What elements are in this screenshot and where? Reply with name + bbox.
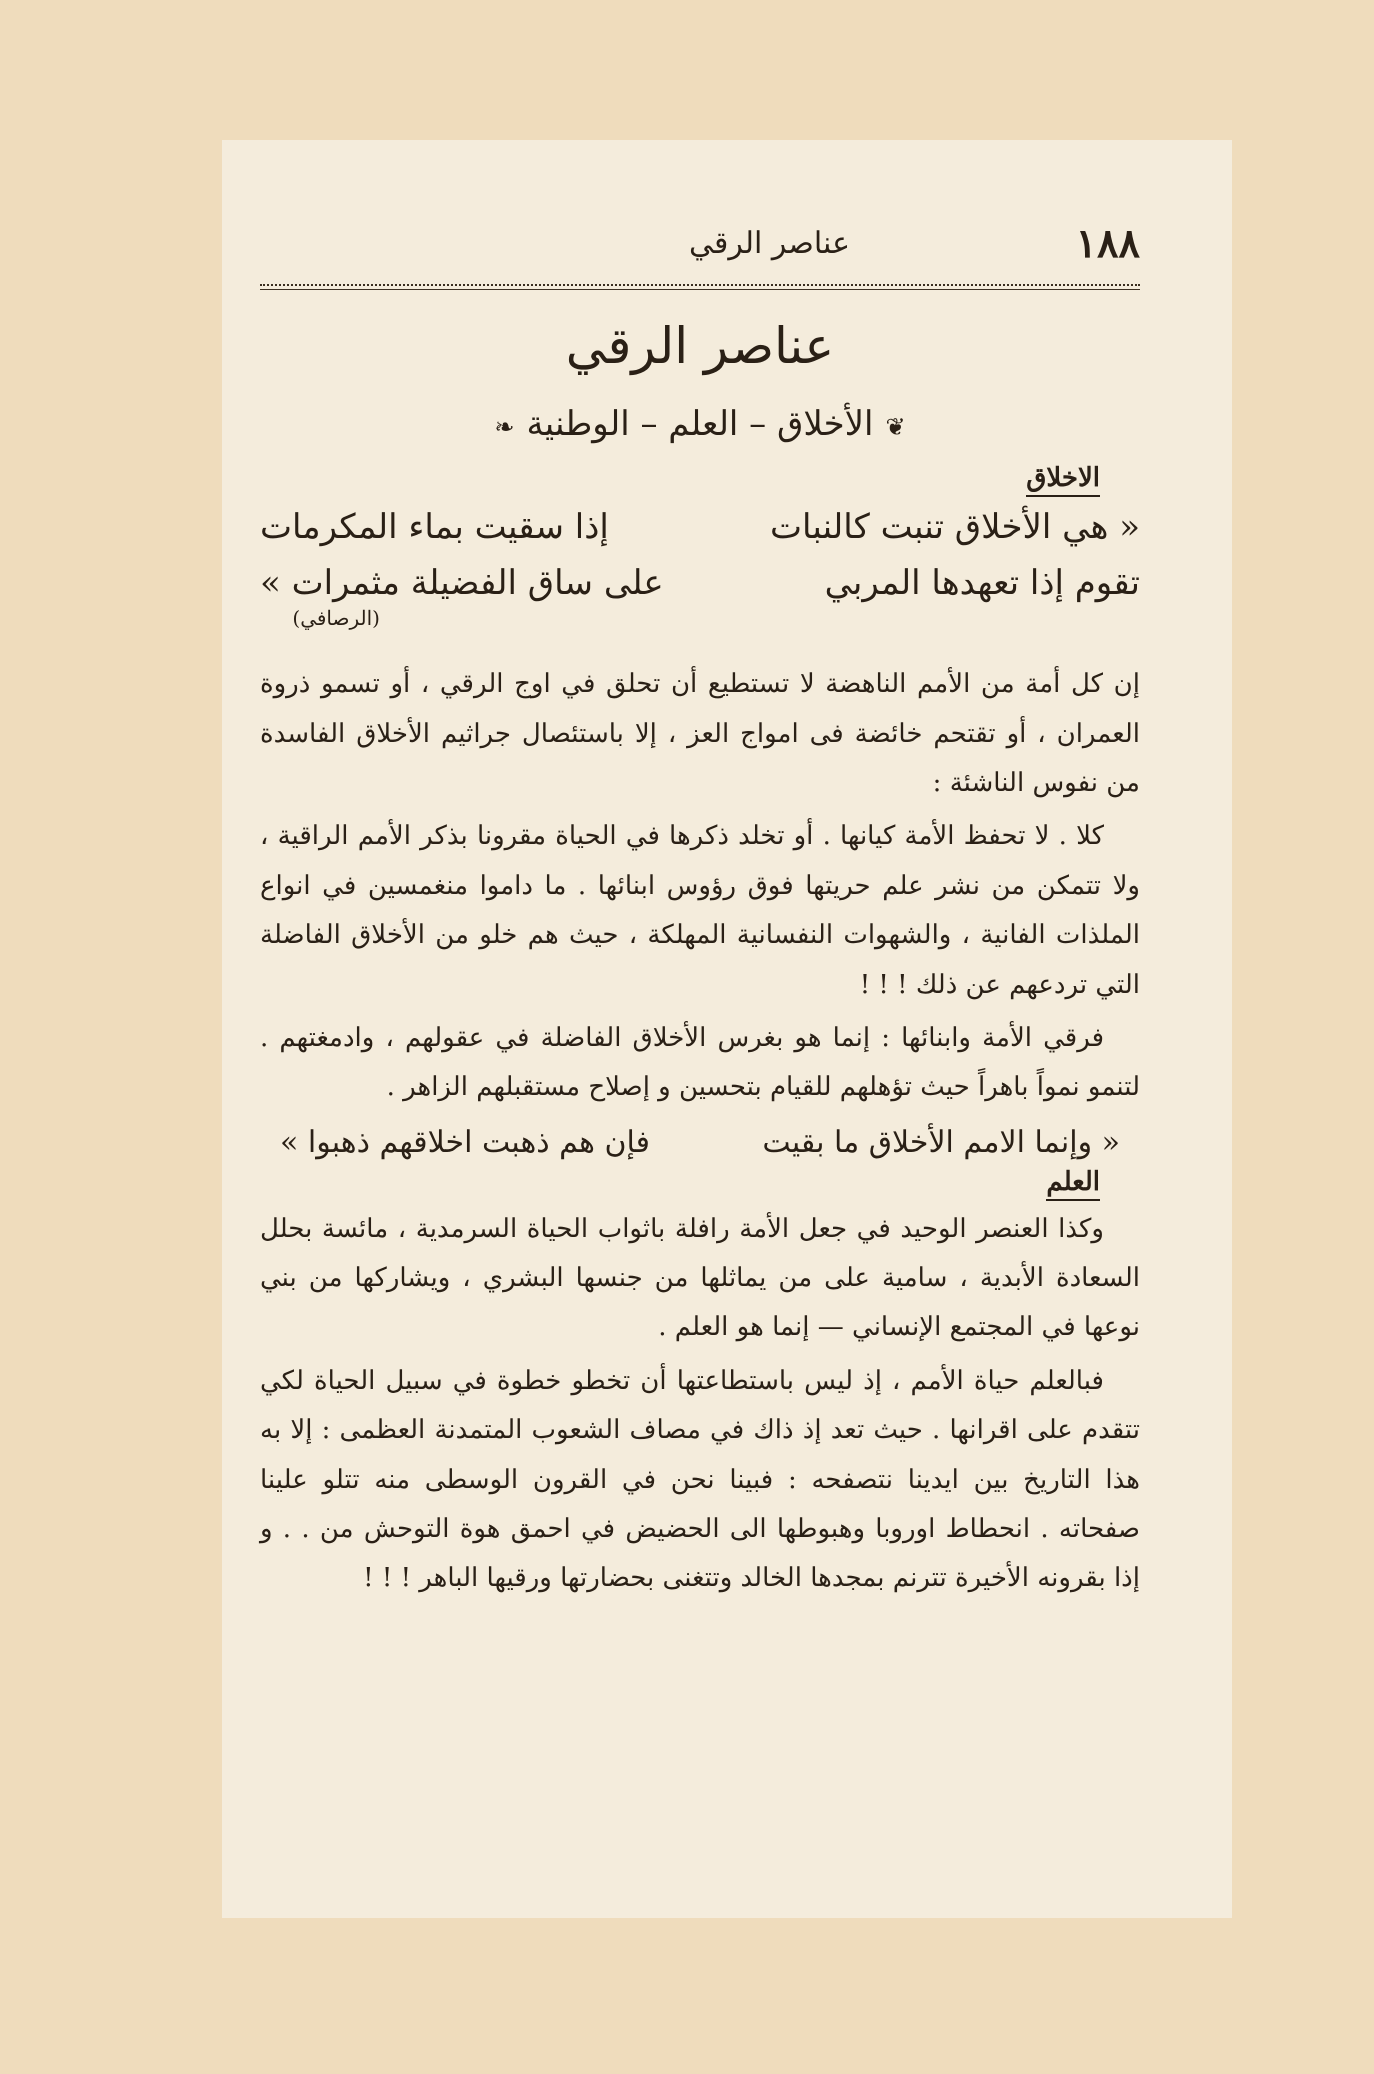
header-rule-thin <box>260 289 1140 290</box>
paragraph: إن كل أمة من الأمم الناهضة لا تستطيع أن تحلق في اوج الرقي ، أو تسمو ذروة العمران ، أو تقتحم خائضة فى امواج العز ، إلا باستئصال جراثيم الأخلاق الفاسدة من نفوس الناشئة : <box>260 669 1140 798</box>
chapter-subtitle <box>260 404 1140 445</box>
page-number: ١٨٨ <box>1075 220 1140 267</box>
verse-line <box>260 1119 1140 1167</box>
running-title: عناصر الرقي <box>688 226 850 261</box>
paragraph: فبالعلم حياة الأمم ، إذ ليس باستطاعتها أن تخطو خطوة في سبيل الحياة لكي تتقدم على اقرانها . حيث تعد إذ ذاك في مصاف الشعوب المتمدنة العظمى : إلا به هذا التاريخ بين ايدينا نتصفحه : فبينا نحن في القرون الوسطى منه تتلو علينا صفحاته . انحطاط اوروبا وهبوطها الى الحضيض في احمق هوة التوحش من . . و إذا بقرونه الأخيرة تترنم بمجدها الخالد وتتغنى بحضارتها ورقيها الباهر ! ! ! <box>260 1365 1140 1594</box>
page-header <box>260 220 1140 280</box>
subtitle-text: الأخلاق – العلم – الوطنية <box>526 404 874 444</box>
verse-hemistich: تقوم إذا تعهدها المربي <box>824 563 1140 604</box>
paragraph: وكذا العنصر الوحيد في جعل الأمة رافلة باثواب الحياة السرمدية ، مائسة بحلل السعادة الأبدية ، سامية على من يماثلها من جنسها البشري ، ويشاركها من بني نوعها في المجتمع الإنساني — إنما هو العلم . <box>260 1213 1140 1343</box>
verse-hemistich: فإن هم ذهبت اخلاقهم ذهبوا » <box>280 1124 651 1160</box>
verse-attribution: (الرصافي) <box>292 606 380 631</box>
ornament-icon: ❧ <box>494 413 515 441</box>
ornament-icon: ❦ <box>885 413 906 441</box>
verse-line <box>260 501 1140 554</box>
paragraph: كلا . لا تحفظ الأمة كيانها . أو تخلد ذكرها في الحياة مقرونا بذكر الأمم الراقية ، ولا تتمكن من نشر علم حريتها فوق رؤوس ابنائها . ما داموا منغمسين في انواع الملذات الفانية ، والشهوات النفسانية المهلكة ، حيث هم خلو من الأخلاق الفاضلة التي تردعهم عن ذلك ! ! ! <box>260 821 1140 1000</box>
header-rule <box>260 284 1140 286</box>
verse-hemistich: إذا سقيت بماء المكرمات <box>260 506 609 547</box>
verse-hemistich: « وإنما الامم الأخلاق ما بقيت <box>762 1124 1120 1160</box>
verse-hemistich: على ساق الفضيلة مثمرات » <box>260 563 664 604</box>
section-heading-science: العلم <box>1046 1167 1100 1201</box>
book-page <box>222 140 1232 1918</box>
page-content <box>260 220 1140 1604</box>
verse-line <box>260 557 1140 610</box>
paragraph: فرقي الأمة وابنائها : إنما هو بغرس الأخلاق الفاضلة في عقولهم ، وادمغتهم . لتنمو نمواً باهراً حيث تؤهلهم للقيام بتحسين و إصلاح مستقبلهم الزاهر . <box>260 1022 1140 1103</box>
verse-hemistich: « هي الأخلاق تنبت كالنبات <box>770 506 1140 547</box>
section-heading-ethics: الاخلاق <box>1026 463 1100 497</box>
chapter-title: عناصر الرقي <box>565 317 835 375</box>
